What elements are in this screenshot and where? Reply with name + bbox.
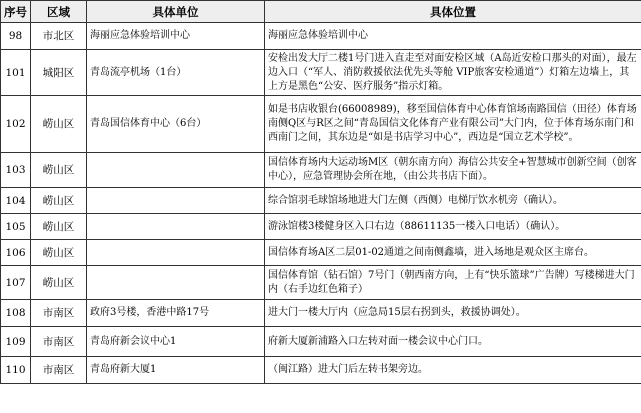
- row-unit: [87, 214, 265, 240]
- row-number: 107: [1, 266, 31, 300]
- table-row: [1, 153, 641, 188]
- table-row: [1, 214, 641, 240]
- row-district: 崂山区: [31, 266, 87, 300]
- row-unit: [87, 240, 265, 266]
- table-row: [1, 240, 641, 266]
- row-location: 国信体育场A区二层01-02通道之间南侧鑫墙，进入场地是观众区主席台。: [265, 240, 641, 266]
- header-number: 序号: [1, 1, 31, 23]
- row-number: 108: [1, 300, 31, 327]
- row-number: 102: [1, 96, 31, 153]
- row-district: 市南区: [31, 327, 87, 357]
- table-row: [1, 50, 641, 96]
- table-row: [1, 96, 641, 153]
- row-location: 海丽应急体验培训中心: [265, 23, 641, 50]
- row-location: 进大门一楼大厅内（应急局15层右拐到头，救援协调处）。: [265, 300, 641, 327]
- row-location: 府新大厦新浦路入口左转对面一楼会议中心门口。: [265, 327, 641, 357]
- table-row: [1, 327, 641, 357]
- header-row: [1, 1, 641, 23]
- row-district: 崂山区: [31, 240, 87, 266]
- table-row: [1, 266, 641, 300]
- row-district: 崂山区: [31, 214, 87, 240]
- row-number: 110: [1, 357, 31, 384]
- header-district: 区域: [31, 1, 87, 23]
- row-number: 105: [1, 214, 31, 240]
- table-row: [1, 300, 641, 327]
- row-unit: [87, 266, 265, 300]
- row-number: 98: [1, 23, 31, 50]
- table-row: [1, 23, 641, 50]
- row-unit: 青岛府新会议中心1: [87, 327, 265, 357]
- row-location: 综合馆羽毛球馆场地进大门左侧（西侧）电梯厅饮水机旁（确认）。: [265, 188, 641, 214]
- row-district: 城阳区: [31, 50, 87, 96]
- row-number: 109: [1, 327, 31, 357]
- row-district: 崂山区: [31, 188, 87, 214]
- row-district: 市北区: [31, 23, 87, 50]
- row-number: 106: [1, 240, 31, 266]
- row-number: 101: [1, 50, 31, 96]
- header-location: 具体位置: [265, 1, 641, 23]
- row-unit: 青岛流亭机场（1台）: [87, 50, 265, 96]
- row-location: 国信体育馆（钻石馆）7号门（朝西南方向，上有“快乐篮球”广告牌）写楼梯进大门内（右手边红色箱子）: [265, 266, 641, 300]
- row-district: 市南区: [31, 300, 87, 327]
- row-location: （闽江路）进大门后左转书架旁边。: [265, 357, 641, 384]
- row-number: 104: [1, 188, 31, 214]
- row-location: 游泳馆楼3楼健身区入口右边（88611135一楼入口电话）（确认）。: [265, 214, 641, 240]
- row-unit: [87, 188, 265, 214]
- row-unit: [87, 153, 265, 188]
- row-unit: 青岛府新大厦1: [87, 357, 265, 384]
- table-row: [1, 357, 641, 384]
- row-location: 如是书店收银台(66008989)，移至国信体育中心体育馆场南路国信（田径）体育场南侧Q区与R区之间“青岛国信文化体育产业有限公司”大门内，位于体育场东南门和西南门之间，其东边是“如是书店学习中心”，西边是“国立艺术学校”。: [265, 96, 641, 153]
- row-unit: 政府3号楼，香港中路17号: [87, 300, 265, 327]
- table-row: [1, 188, 641, 214]
- row-unit: 海丽应急体验培训中心: [87, 23, 265, 50]
- row-location: 安检出发大厅二楼1号门进入直走至对面安检区域（A岛近安检口那头的对面），最左边入口（“军人、消防救援依法优先头等舱 VIP旅客安检通道”）灯箱左边墙上，其上方是黑色“公安、医疗服务”指示灯箱。: [265, 50, 641, 96]
- row-district: 市南区: [31, 357, 87, 384]
- row-number: 103: [1, 153, 31, 188]
- header-unit: 具体单位: [87, 1, 265, 23]
- row-unit: 青岛国信体育中心（6台）: [87, 96, 265, 153]
- row-location: 国信体育场内大运动场M区（朝东南方向）海信公共安全+智慧城市创新空间（创客中心），应急管理协会所在地，（由公共书店下面）。: [265, 153, 641, 188]
- row-district: 崂山区: [31, 153, 87, 188]
- row-district: 崂山区: [31, 96, 87, 153]
